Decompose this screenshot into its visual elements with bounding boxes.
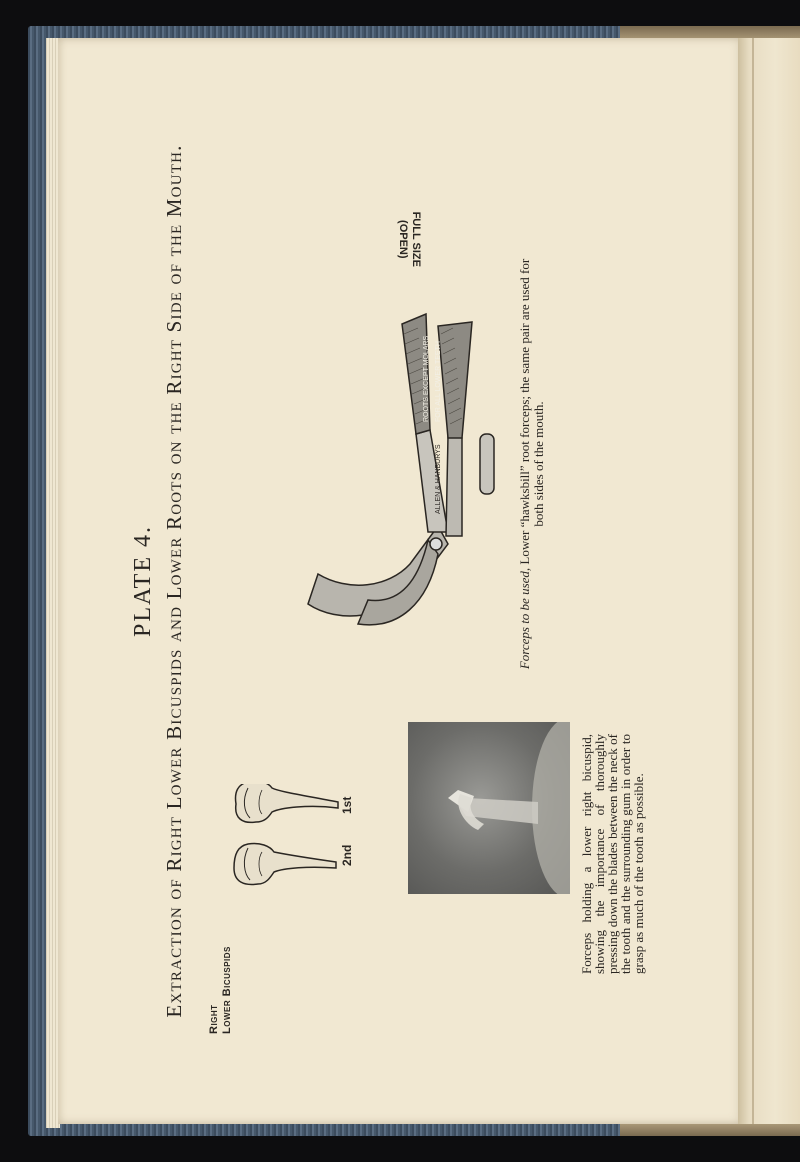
full-size-line1: FULL SIZE — [410, 211, 422, 267]
full-size-label — [396, 212, 422, 267]
forceps-caption-rest: Lower “hawksbill” root forceps; the same pair are used for both sides of the mouth. — [517, 258, 546, 568]
first-bicuspid-tooth — [236, 784, 339, 822]
forceps-drawing — [308, 314, 494, 625]
forceps-caption-italic: Forceps to be used, — [517, 567, 532, 670]
bicuspid-teeth-illustration — [228, 784, 348, 1104]
plate-content — [58, 38, 746, 1124]
gutter-line — [752, 38, 754, 1124]
forceps-clip — [480, 434, 494, 494]
plate-title: PLATE 4. — [130, 525, 156, 637]
hawksbill-forceps-illustration — [298, 224, 538, 644]
teeth-label-line1: Right — [208, 1004, 220, 1034]
photo-caption: Forceps holding a lower right bicuspid, showing the importance of thoroughly pressing down the blades between the neck of the tooth and the surrounding gum in order to grasp as much of the tooth as possible. — [579, 734, 646, 974]
forceps-photo — [408, 722, 570, 894]
second-bicuspid-tooth — [234, 843, 336, 884]
forceps-blade-text-2: ROOTS EXCEPT MOLARS — [423, 335, 430, 422]
forceps-blade-text-1: FOR ALL LOWER TEETH — [435, 341, 442, 422]
gutter — [738, 38, 800, 1124]
forceps-photo-image — [408, 722, 570, 894]
teeth-label-line2: Lower Bicuspids — [221, 946, 233, 1034]
forceps-handle-text: ALLEN & HANBURYS — [435, 444, 442, 514]
tooth-label-2nd: 2nd — [340, 844, 354, 866]
tooth-label-1st: 1st — [340, 796, 354, 814]
full-size-line2: (OPEN) — [397, 220, 409, 259]
plate-subtitle: Extraction of Right Lower Bicuspids and Lower Roots on the Right Side of the Mouth. — [162, 144, 186, 1018]
forceps-caption — [518, 254, 546, 674]
